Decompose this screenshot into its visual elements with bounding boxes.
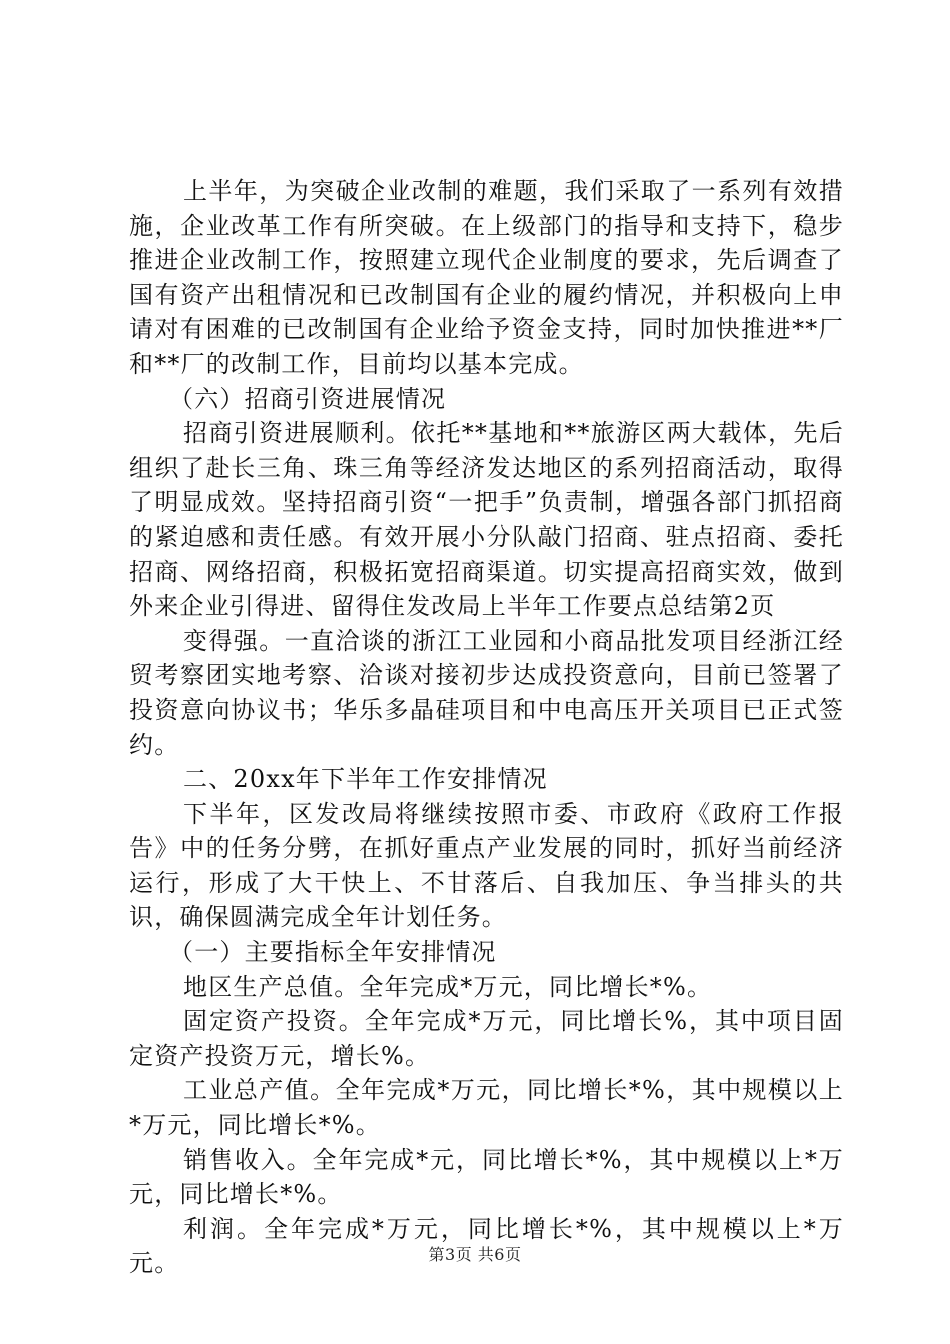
- document-body: [129, 174, 844, 1281]
- paragraph-gdp: 地区生产总值。全年完成*万元，同比增长*%。: [183, 972, 713, 1001]
- paragraph-signed-projects: 变得强。一直洽谈的浙江工业园和小商品批发项目经浙江经贸考察团实地考察、洽谈对接初步达成投资意向，目前已签署了投资意向协议书；华乐多晶硅项目和中电高压开关项目已正式签约。: [129, 626, 844, 759]
- paragraph-fixed-assets: 固定资产投资。全年完成*万元，同比增长%，其中项目固定资产投资万元，增长%。: [129, 1007, 844, 1070]
- paragraph-profit: 利润。全年完成*万元，同比增长*%，其中规模以上*万元。: [129, 1214, 844, 1278]
- paragraph-investment: 招商引资进展顺利。依托**基地和**旅游区两大载体，先后组织了赴长三角、珠三角等经济发达地区的系列招商活动，取得了明显成效。坚持招商引资“一把手”负责制，增强各部门抓招商的紧迫感和责任感。有效开展小分队敲门招商、驻点招商、委托招商、网络招商，积极拓宽招商渠道。切实提高招商实效，做到外来企业引得进、留得住发改局上半年工作要点总结第2页: [129, 419, 844, 621]
- paragraph-enterprise-reform: 上半年，为突破企业改制的难题，我们采取了一系列有效措施，企业改革工作有所突破。在上级部门的指导和支持下，稳步推进企业改制工作，按照建立现代企业制度的要求，先后调查了国有资产出租情况和已改制国有企业的履约情况，并积极向上申请对有困难的已改制国有企业给予资金支持，同时加快推进**厂和**厂的改制工作，目前均以基本完成。: [129, 177, 844, 378]
- heading-investment-progress: （六）招商引资进展情况: [169, 384, 447, 413]
- paragraph-industrial-output: 工业总产值。全年完成*万元，同比增长*%，其中规模以上*万元，同比增长*%。: [129, 1076, 844, 1140]
- heading-second-half-plan: 二、20xx年下半年工作安排情况: [183, 765, 548, 794]
- page-footer: 第3页 共6页: [428, 1245, 522, 1264]
- paragraph-second-half: 下半年，区发改局将继续按照市委、市政府《政府工作报告》中的任务分劈，在抓好重点产业发展的同时，抓好当前经济运行，形成了大干快上、不甘落后、自我加压、争当排头的共识，确保圆满完成全年计划任务。: [129, 799, 844, 932]
- heading-main-indicators: （一）主要指标全年安排情况: [169, 938, 497, 967]
- paragraph-sales-revenue: 销售收入。全年完成*元，同比增长*%，其中规模以上*万元，同比增长*%。: [129, 1145, 844, 1209]
